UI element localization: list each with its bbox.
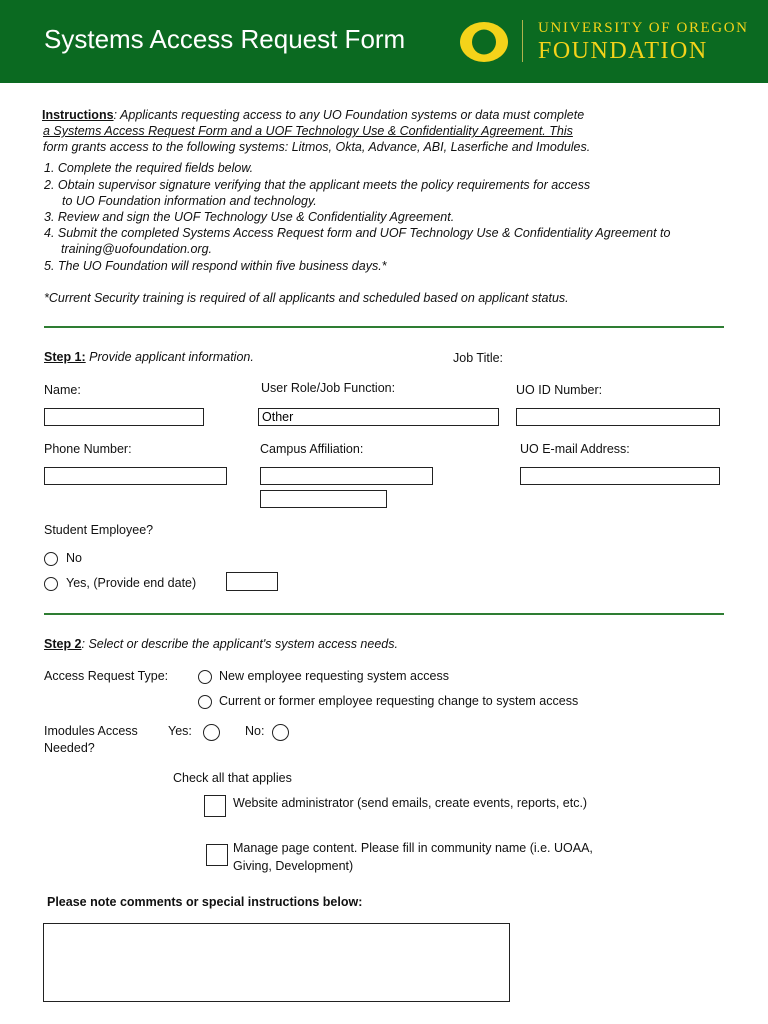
step2-label: Step 2 (44, 637, 82, 651)
instructions-colon: : (113, 108, 118, 122)
access-new-employee-radio[interactable] (198, 670, 212, 684)
uo-id-field[interactable] (516, 408, 720, 426)
logo-foundation-text: FOUNDATION (538, 38, 708, 64)
phone-field[interactable] (44, 467, 227, 485)
section-divider-2 (44, 613, 724, 615)
website-admin-label: Website administrator (send emails, create events, reports, etc.) (233, 796, 588, 810)
manage-content-checkbox[interactable] (206, 844, 228, 866)
instructions-label: Instructions (42, 108, 114, 122)
access-change-radio[interactable] (198, 695, 212, 709)
imodules-yes-label: Yes: (168, 724, 192, 738)
access-new-employee-label: New employee requesting system access (219, 669, 449, 683)
logo-university-text: UNIVERSITY OF OREGON (538, 20, 749, 36)
job-title-label: Job Title: (453, 351, 504, 365)
website-admin-checkbox[interactable] (204, 795, 226, 817)
uo-id-label: UO ID Number: (516, 383, 603, 397)
phone-label: Phone Number: (44, 442, 132, 456)
comments-label: Please note comments or special instructions below: (47, 895, 363, 909)
step1-description: Provide applicant information. (85, 350, 254, 364)
instruction-step-4: 4. Submit the completed Systems Access Request form and UOF Technology Use & Confidentiality Agreement to (44, 226, 671, 240)
student-employee-label: Student Employee? (44, 523, 154, 537)
security-training-footnote: *Current Security training is required of all applicants and scheduled based on applicant status. (44, 291, 569, 305)
instructions-text-3: form grants access to the following systems: Litmos, Okta, Advance, ABI, Laserfiche and Imodules. (43, 140, 591, 154)
campus-affiliation-label: Campus Affiliation: (260, 442, 364, 456)
instructions-text-2: a Systems Access Request Form and a UOF Technology Use & Confidentiality Agreement. This (43, 124, 573, 138)
oregon-o-logo-icon (458, 20, 510, 64)
user-role-field[interactable] (258, 408, 499, 426)
page-title: Systems Access Request Form (44, 24, 406, 54)
check-all-label: Check all that applies (173, 771, 292, 785)
step2-heading (44, 636, 398, 652)
step2-description: : Select or describe the applicant's system access needs. (81, 637, 398, 651)
student-employee-yes-radio[interactable] (44, 577, 58, 591)
instruction-step-2: 2. Obtain supervisor signature verifying that the applicant meets the policy requirements for access (44, 178, 591, 192)
step1-heading (44, 349, 254, 365)
instruction-step-3: 3. Review and sign the UOF Technology Use & Confidentiality Agreement. (44, 210, 455, 224)
name-label: Name: (44, 383, 81, 397)
instruction-step-1: 1. Complete the required fields below. (44, 161, 254, 175)
access-change-label: Current or former employee requesting change to system access (219, 694, 579, 708)
end-date-field[interactable] (226, 572, 278, 591)
name-field[interactable] (44, 408, 204, 426)
imodules-yes-radio[interactable] (203, 724, 220, 741)
manage-content-label-line2: Giving, Development) (233, 859, 354, 873)
email-field[interactable] (520, 467, 720, 485)
instruction-step-4-cont: training@uofoundation.org. (61, 242, 212, 256)
imodules-no-label: No: (245, 724, 265, 738)
campus-affiliation-extra-field[interactable] (260, 490, 387, 508)
imodules-no-radio[interactable] (272, 724, 289, 741)
student-employee-yes-label: Yes, (Provide end date) (66, 576, 197, 590)
section-divider-1 (44, 326, 724, 328)
instructions-text-1: Applicants requesting access to any UO Foundation systems or data must complete (117, 108, 585, 122)
user-role-label: User Role/Job Function: (261, 381, 396, 395)
manage-content-label-line1: Manage page content. Please fill in community name (i.e. UOAA, (233, 841, 593, 855)
imodules-label-line2: Needed? (44, 741, 95, 755)
campus-affiliation-field[interactable] (260, 467, 433, 485)
access-request-type-label: Access Request Type: (44, 669, 169, 683)
step1-label: Step 1: (44, 350, 86, 364)
instruction-step-5: 5. The UO Foundation will respond within five business days.* (44, 259, 387, 273)
student-employee-no-label: No (66, 551, 82, 565)
student-employee-no-radio[interactable] (44, 552, 58, 566)
imodules-label-line1: Imodules Access (44, 724, 138, 738)
logo-divider (522, 20, 523, 62)
instruction-step-2-cont: to UO Foundation information and technology. (62, 194, 317, 208)
comments-textarea[interactable] (43, 923, 510, 1002)
instructions-line1 (42, 107, 584, 123)
email-label: UO E-mail Address: (520, 442, 630, 456)
